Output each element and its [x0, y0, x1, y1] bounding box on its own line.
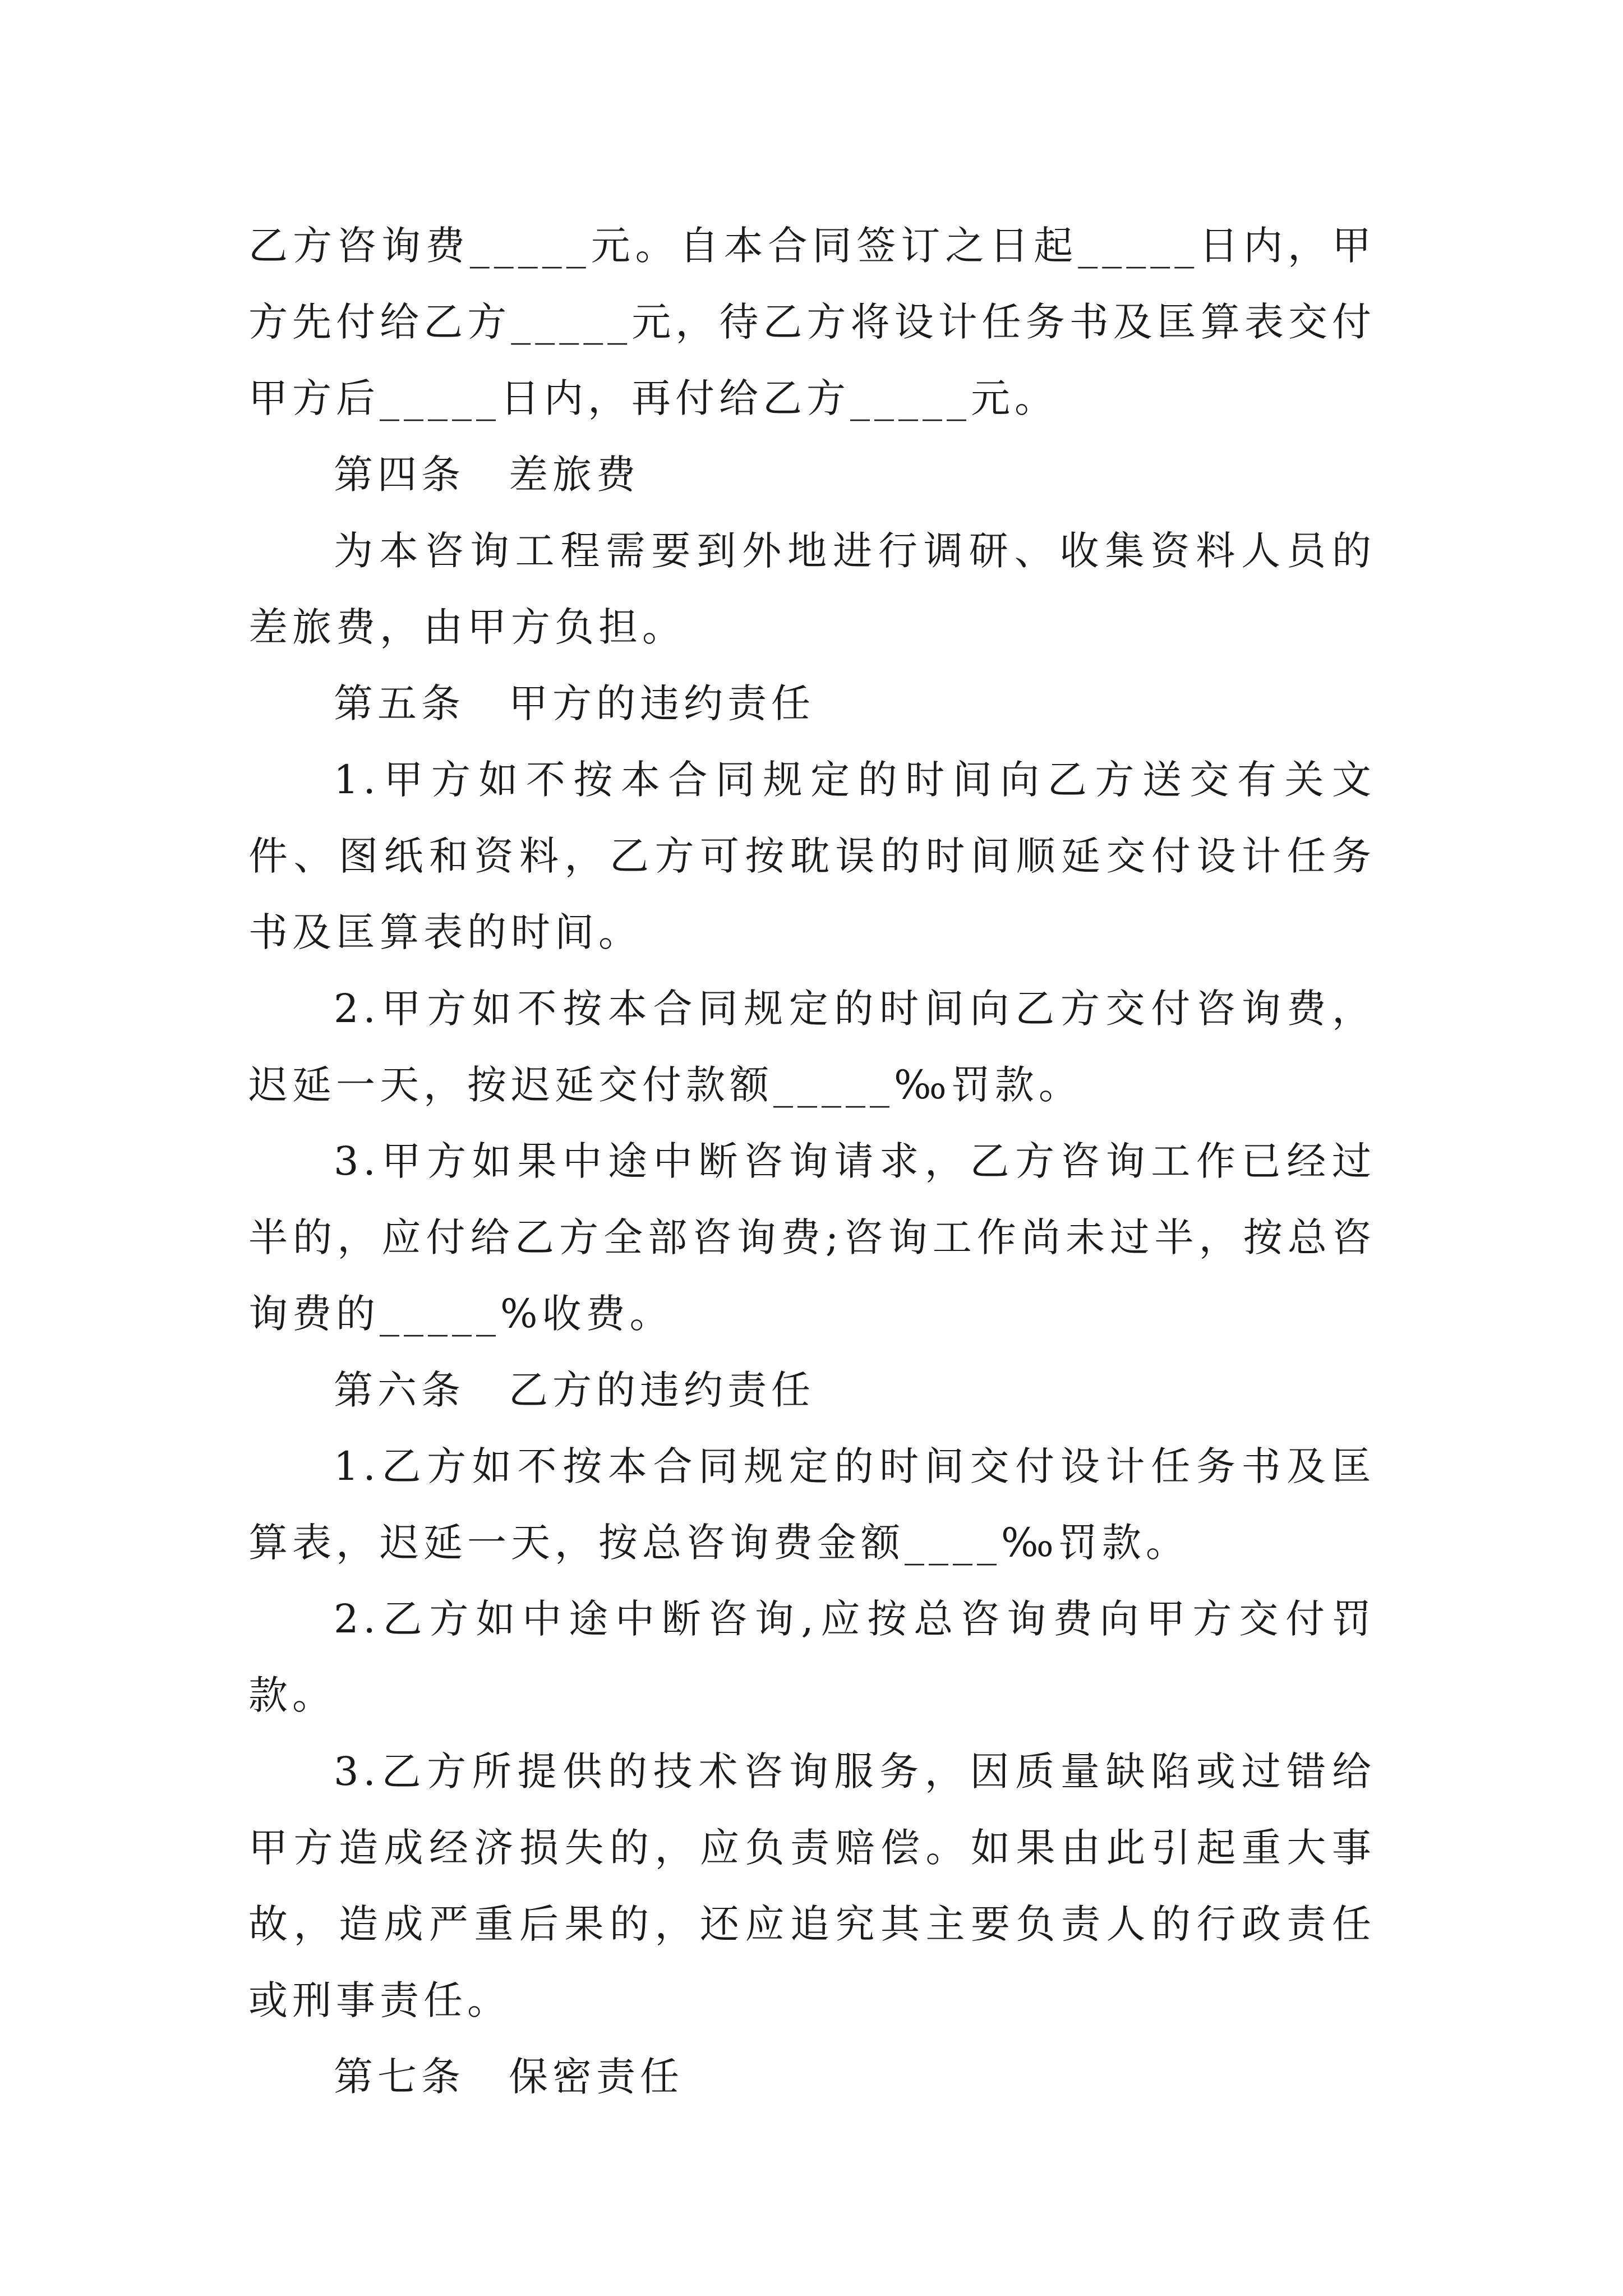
- party-a-clause-2: 2.甲方如不按本合同规定的时间向乙方交付咨询费，迟延一天，按迟延交付款额_____‰罚款。: [248, 986, 1376, 1108]
- party-b-clause-3: 3.乙方所提供的技术咨询服务，因质量缺陷或过错给甲方造成经济损失的，应负责赔偿。如果由此引起重大事故，造成严重后果的，还应追究其主要负责人的行政责任或刑事责任。: [248, 1749, 1376, 2023]
- party-b-clause-2: 2.乙方如中途中断咨询,应按总咨询费向甲方交付罚款。: [248, 1596, 1376, 1718]
- party-a-clause-3: 3.甲方如果中途中断咨询请求，乙方咨询工作已经过半的，应付给乙方全部咨询费;咨询工作尚未过半，按总咨询费的_____%收费。: [248, 1138, 1376, 1337]
- article-5-heading: 第五条 甲方的违约责任: [334, 680, 815, 726]
- article-6-heading: 第六条 乙方的违约责任: [334, 1367, 815, 1413]
- article-7-heading: 第七条 保密责任: [334, 2054, 684, 2100]
- travel-expense-paragraph: 为本咨询工程需要到外地进行调研、收集资料人员的差旅费，由甲方负担。: [248, 528, 1376, 650]
- fee-paragraph: 乙方咨询费_____元。自本合同签订之日起_____日内，甲方先付给乙方_____元，待乙方将设计任务书及匡算表交付甲方后_____日内，再付给乙方_____元。: [248, 223, 1376, 421]
- article-4-heading: 第四条 差旅费: [334, 452, 640, 498]
- party-a-clause-1: 1.甲方如不按本合同规定的时间向乙方送交有关文件、图纸和资料，乙方可按耽误的时间顺延交付设计任务书及匡算表的时间。: [248, 757, 1376, 955]
- document-body: [248, 208, 1376, 2115]
- party-b-clause-1: 1.乙方如不按本合同规定的时间交付设计任务书及匡算表，迟延一天，按总咨询费金额____‰罚款。: [248, 1443, 1376, 1566]
